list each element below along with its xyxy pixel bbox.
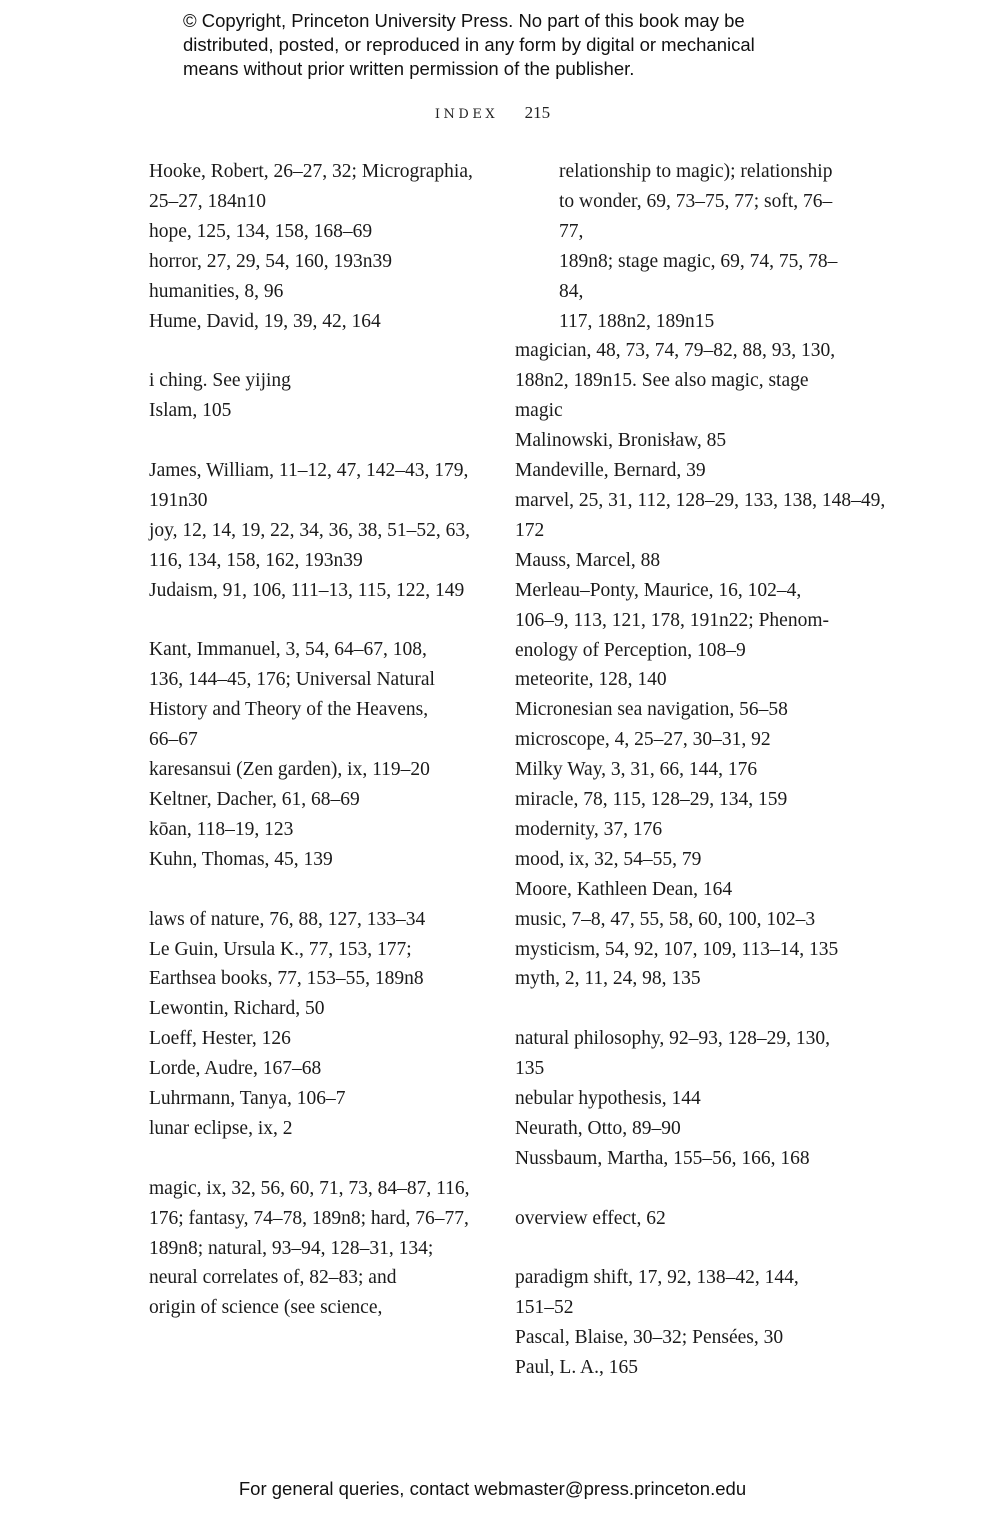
index-entry [149, 635, 489, 755]
index-entry [515, 875, 855, 905]
index-entry-line: Earthsea books, 77, 153–55, 189n8 [149, 968, 424, 990]
index-entry [515, 157, 855, 336]
index-entry [515, 1114, 855, 1144]
index-entry [515, 486, 886, 546]
index-entry-head: humanities, 8, 96 [149, 280, 284, 302]
index-entry-head: Paul, L. A., 165 [515, 1357, 638, 1379]
index-entry-head: lunar eclipse, ix, 2 [149, 1117, 293, 1139]
index-entry-line: relationship to magic); relationship [559, 161, 833, 182]
index-column-left [149, 157, 489, 1323]
copyright-line: means without prior written permission of the publisher. [183, 58, 635, 79]
index-entry [515, 964, 855, 994]
index-entry [149, 815, 489, 845]
index-entry-head: Mandeville, Bernard, 39 [515, 460, 706, 482]
index-entry [149, 935, 489, 995]
index-entry [515, 1144, 855, 1174]
index-section-gap [149, 1144, 489, 1174]
index-entry [149, 755, 489, 785]
index-section-gap [149, 875, 489, 905]
index-entry [149, 994, 489, 1024]
index-entry [149, 277, 489, 307]
index-entry [515, 755, 855, 785]
index-entry-head: Keltner, Dacher, 61, 68–69 [149, 788, 360, 810]
index-entry [515, 1084, 855, 1114]
copyright-line: distributed, posted, or reproduced in any form by digital or mechanical [183, 34, 755, 55]
index-entry-line: 25–27, 184n10 [149, 190, 266, 212]
copyright-line: © Copyright, Princeton University Press. No part of this book may be [183, 10, 745, 31]
index-entry-line: 188n2, 189n15. See also magic, stage [515, 370, 809, 392]
index-entry [149, 157, 489, 217]
index-entry [149, 217, 489, 247]
index-entry-line: History and Theory of the Heavens, [149, 699, 429, 721]
index-entry-head: Judaism, 91, 106, 111–13, 115, 122, 149 [149, 579, 465, 601]
index-entry-head: horror, 27, 29, 54, 160, 193n39 [149, 250, 392, 272]
index-entry [515, 815, 855, 845]
index-entry-head: Pascal, Blaise, 30–32; Pensées, 30 [515, 1327, 784, 1349]
index-entry-head: Mauss, Marcel, 88 [515, 549, 661, 571]
index-entry-head: hope, 125, 134, 158, 168–69 [149, 220, 373, 242]
index-entry-head: myth, 2, 11, 24, 98, 135 [515, 968, 701, 990]
index-section-gap [515, 1234, 855, 1264]
index-entry-head: Lewontin, Richard, 50 [149, 998, 325, 1020]
index-entry [149, 1114, 489, 1144]
index-entry [149, 785, 489, 815]
index-entry-head: nebular hypothesis, 144 [515, 1088, 701, 1110]
index-entry-head: miracle, 78, 115, 128–29, 134, 159 [515, 789, 788, 811]
index-entry-head: marvel, 25, 31, 112, 128–29, 133, 138, 148–49, [515, 489, 886, 511]
index-column-right [515, 157, 886, 1383]
index-entry-head: James, William, 11–12, 47, 142–43, 179, [149, 460, 469, 482]
index-entry-head: magic, ix, 32, 56, 60, 71, 73, 84–87, 116, [149, 1177, 470, 1199]
index-entry-head: karesansui (Zen garden), ix, 119–20 [149, 759, 430, 781]
index-entry-head: Luhrmann, Tanya, 106–7 [149, 1088, 346, 1110]
index-entry [515, 456, 855, 486]
index-section-gap [515, 1174, 855, 1204]
index-entry [515, 725, 855, 755]
running-head [0, 103, 985, 123]
copyright-notice [183, 9, 863, 81]
index-entry-head: paradigm shift, 17, 92, 138–42, 144, [515, 1267, 799, 1289]
index-section-gap [149, 606, 489, 636]
index-entry-head: i ching. See yijing [149, 370, 291, 392]
index-entry [515, 935, 855, 965]
index-entry [515, 426, 855, 456]
index-entry [515, 1204, 855, 1234]
index-entry-head: Neurath, Otto, 89–90 [515, 1117, 681, 1139]
index-entry [515, 336, 855, 426]
index-entry-line: magic [515, 400, 563, 422]
index-entry-line: 172 [515, 519, 545, 541]
index-entry [149, 1084, 489, 1114]
index-entry-head: mood, ix, 32, 54–55, 79 [515, 848, 702, 870]
index-entry [515, 1024, 855, 1084]
index-entry-head: modernity, 37, 176 [515, 818, 663, 840]
index-entry [149, 247, 489, 277]
index-entry-head: kōan, 118–19, 123 [149, 818, 294, 840]
index-entry-head: joy, 12, 14, 19, 22, 34, 36, 38, 51–52, 63, [149, 519, 471, 541]
index-entry-line: 189n8; stage magic, 69, 74, 75, 78–84, [559, 250, 838, 302]
index-entry-head: Nussbaum, Martha, 155–56, 166, 168 [515, 1147, 810, 1169]
index-entry-head: Micronesian sea navigation, 56–58 [515, 699, 788, 721]
index-section-gap [149, 336, 489, 366]
index-entry [515, 576, 855, 666]
index-entry-head: Milky Way, 3, 31, 66, 144, 176 [515, 759, 758, 781]
index-entry-line: 189n8; natural, 93–94, 128–31, 134; [149, 1237, 434, 1259]
index-entry [149, 456, 489, 516]
index-entry [149, 396, 489, 426]
index-entry-head: microscope, 4, 25–27, 30–31, 92 [515, 729, 771, 751]
index-entry-line: 117, 188n2, 189n15 [559, 310, 715, 332]
index-entry-line: to wonder, 69, 73–75, 77; soft, 76–77, [559, 190, 833, 242]
index-entry [149, 307, 489, 337]
index-entry [515, 665, 855, 695]
index-entry-line: neural correlates of, 82–83; and [149, 1267, 397, 1289]
index-entry-head: Le Guin, Ursula K., 77, 153, 177; [149, 938, 412, 960]
index-entry [149, 576, 489, 606]
index-entry-line: 66–67 [149, 729, 198, 751]
footer-contact: For general queries, contact webmaster@press.princeton.edu [238, 1478, 747, 1499]
index-entry-head: music, 7–8, 47, 55, 58, 60, 100, 102–3 [515, 908, 816, 930]
index-entry [149, 1174, 489, 1324]
page-number: 215 [524, 103, 551, 122]
index-entry [149, 1024, 489, 1054]
index-entry-head: mysticism, 54, 92, 107, 109, 113–14, 135 [515, 938, 839, 960]
index-entry-line: enology of Perception, 108–9 [515, 639, 746, 661]
index-entry-head: natural philosophy, 92–93, 128–29, 130, [515, 1028, 831, 1050]
index-entry [149, 516, 489, 576]
index-entry-head: laws of nature, 76, 88, 127, 133–34 [149, 908, 426, 930]
index-entry-head: meteorite, 128, 140 [515, 669, 667, 691]
index-entry [149, 366, 489, 396]
index-entry [149, 905, 489, 935]
index-entry-line: 176; fantasy, 74–78, 189n8; hard, 76–77, [149, 1207, 469, 1229]
index-entry-head: Lorde, Audre, 167–68 [149, 1058, 322, 1080]
index-entry [515, 1353, 855, 1383]
index-entry [515, 695, 855, 725]
index-entry-head: Malinowski, Bronisław, 85 [515, 430, 727, 452]
index-entry-head: Kant, Immanuel, 3, 54, 64–67, 108, [149, 639, 427, 661]
index-entry-line: 191n30 [149, 489, 208, 511]
index-entry-head: Hume, David, 19, 39, 42, 164 [149, 310, 381, 332]
index-entry [515, 845, 855, 875]
index-section-gap [149, 426, 489, 456]
index-entry-line: 116, 134, 158, 162, 193n39 [149, 549, 363, 571]
index-entry [515, 905, 855, 935]
index-entry-line: 106–9, 113, 121, 178, 191n22; Phenom- [515, 609, 829, 631]
index-entry-line: 135 [515, 1058, 545, 1080]
index-entry [515, 1323, 855, 1353]
index-entry-line: origin of science (see science, [149, 1297, 383, 1319]
index-entry-head: overview effect, 62 [515, 1207, 666, 1229]
running-head-title: INDEX [434, 107, 499, 122]
index-entry-head: Moore, Kathleen Dean, 164 [515, 878, 733, 900]
index-entry-head: Kuhn, Thomas, 45, 139 [149, 848, 333, 870]
index-entry [515, 1263, 855, 1323]
index-entry-line: 151–52 [515, 1297, 574, 1319]
index-section-gap [515, 994, 855, 1024]
index-entry [149, 845, 489, 875]
index-entry [515, 785, 855, 815]
index-entry [515, 546, 855, 576]
index-entry-head: Merleau–Ponty, Maurice, 16, 102–4, [515, 579, 802, 601]
index-entry-head: Hooke, Robert, 26–27, 32; Micrographia, [149, 161, 473, 182]
index-entry [149, 1054, 489, 1084]
index-entry-head: Islam, 105 [149, 400, 232, 422]
index-entry-head: Loeff, Hester, 126 [149, 1028, 291, 1050]
index-entry-head: magician, 48, 73, 74, 79–82, 88, 93, 130, [515, 340, 836, 362]
index-entry-line: 136, 144–45, 176; Universal Natural [149, 669, 435, 691]
